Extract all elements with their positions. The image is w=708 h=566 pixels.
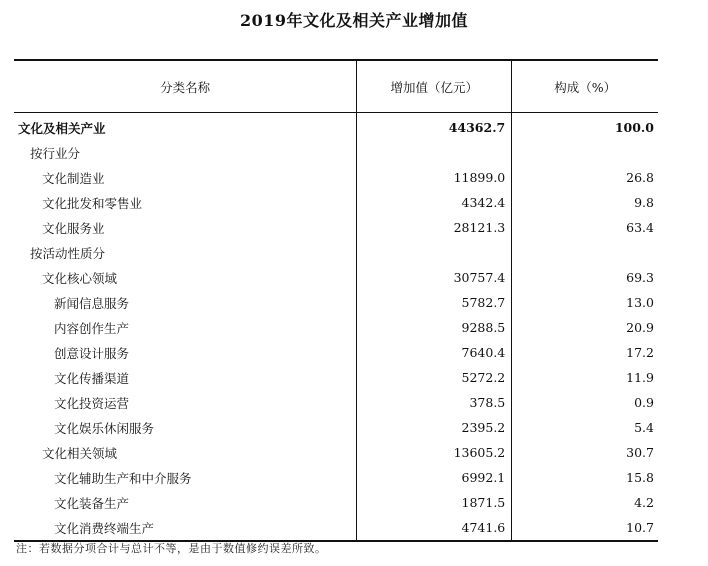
page-title: 2019年文化及相关产业增加值 <box>239 11 469 30</box>
row-share: 5.4 <box>634 420 654 435</box>
table-row <box>14 440 658 465</box>
row-category-name: 文化及相关产业 <box>14 113 357 141</box>
row-share: 30.7 <box>626 445 654 460</box>
row-share: 20.9 <box>626 320 654 335</box>
row-category-name: 内容创作生产 <box>14 315 357 340</box>
table-row <box>14 515 658 541</box>
header-added-value: 增加值（亿元） <box>357 60 512 113</box>
table-row <box>14 165 658 190</box>
row-added-value: 378.5 <box>357 390 512 415</box>
table-row <box>14 390 658 415</box>
row-category-name: 文化传播渠道 <box>14 365 357 390</box>
table-row <box>14 315 658 340</box>
table-row <box>14 365 658 390</box>
data-table <box>14 59 658 542</box>
row-share: 69.3 <box>626 270 654 285</box>
row-share: 9.8 <box>634 195 654 210</box>
row-share: 63.4 <box>626 220 654 235</box>
row-added-value: 5272.2 <box>357 365 512 390</box>
table-row <box>14 465 658 490</box>
row-share: 11.9 <box>626 370 654 385</box>
table-row <box>14 215 658 240</box>
row-category-name: 文化相关领域 <box>14 440 357 465</box>
row-category-name: 创意设计服务 <box>14 340 357 365</box>
row-added-value: 7640.4 <box>357 340 512 365</box>
row-share: 10.7 <box>512 515 658 541</box>
row-category-name: 文化娱乐休闲服务 <box>14 415 357 440</box>
row-added-value: 28121.3 <box>357 215 512 240</box>
row-added-value: 1871.5 <box>357 490 512 515</box>
row-category-name: 文化批发和零售业 <box>14 190 357 215</box>
header-category-name: 分类名称 <box>14 60 357 113</box>
row-category-name: 文化服务业 <box>14 215 357 240</box>
row-added-value: 5782.7 <box>357 290 512 315</box>
table-row <box>14 113 658 141</box>
row-share <box>512 140 658 165</box>
row-category-name: 新闻信息服务 <box>14 290 357 315</box>
row-share: 100.0 <box>614 120 654 135</box>
row-category-name: 文化核心领域 <box>14 265 357 290</box>
table-row <box>14 190 658 215</box>
table-row <box>14 240 658 265</box>
table-row <box>14 415 658 440</box>
table-row <box>14 140 658 165</box>
row-share: 13.0 <box>626 295 654 310</box>
table-row <box>14 490 658 515</box>
row-category-name: 文化制造业 <box>14 165 357 190</box>
row-added-value: 4741.6 <box>357 515 512 541</box>
table-row <box>14 290 658 315</box>
table-row <box>14 265 658 290</box>
row-category-name: 按行业分 <box>14 140 357 165</box>
row-share: 4.2 <box>634 495 654 510</box>
row-added-value <box>357 140 512 165</box>
row-added-value: 44362.7 <box>357 113 512 141</box>
row-added-value: 6992.1 <box>357 465 512 490</box>
row-share: 26.8 <box>626 170 654 185</box>
row-share: 0.9 <box>634 395 654 410</box>
row-added-value: 11899.0 <box>357 165 512 190</box>
row-added-value <box>357 240 512 265</box>
row-added-value: 2395.2 <box>357 415 512 440</box>
row-share: 17.2 <box>626 345 654 360</box>
row-added-value: 9288.5 <box>357 315 512 340</box>
row-category-name: 按活动性质分 <box>14 240 357 265</box>
row-added-value: 4342.4 <box>357 190 512 215</box>
row-added-value: 13605.2 <box>357 440 512 465</box>
row-share <box>512 240 658 265</box>
row-category-name: 文化投资运营 <box>14 390 357 415</box>
table-row <box>14 340 658 365</box>
header-share: 构成（%） <box>512 60 658 113</box>
footnote: 注：若数据分项合计与总计不等，是由于数值修约误差所致。 <box>16 542 327 555</box>
table-header-row <box>14 60 658 113</box>
row-category-name: 文化辅助生产和中介服务 <box>14 465 357 490</box>
row-category-name: 文化消费终端生产 <box>14 515 357 541</box>
row-category-name: 文化装备生产 <box>14 490 357 515</box>
row-added-value: 30757.4 <box>357 265 512 290</box>
row-share: 15.8 <box>626 470 654 485</box>
